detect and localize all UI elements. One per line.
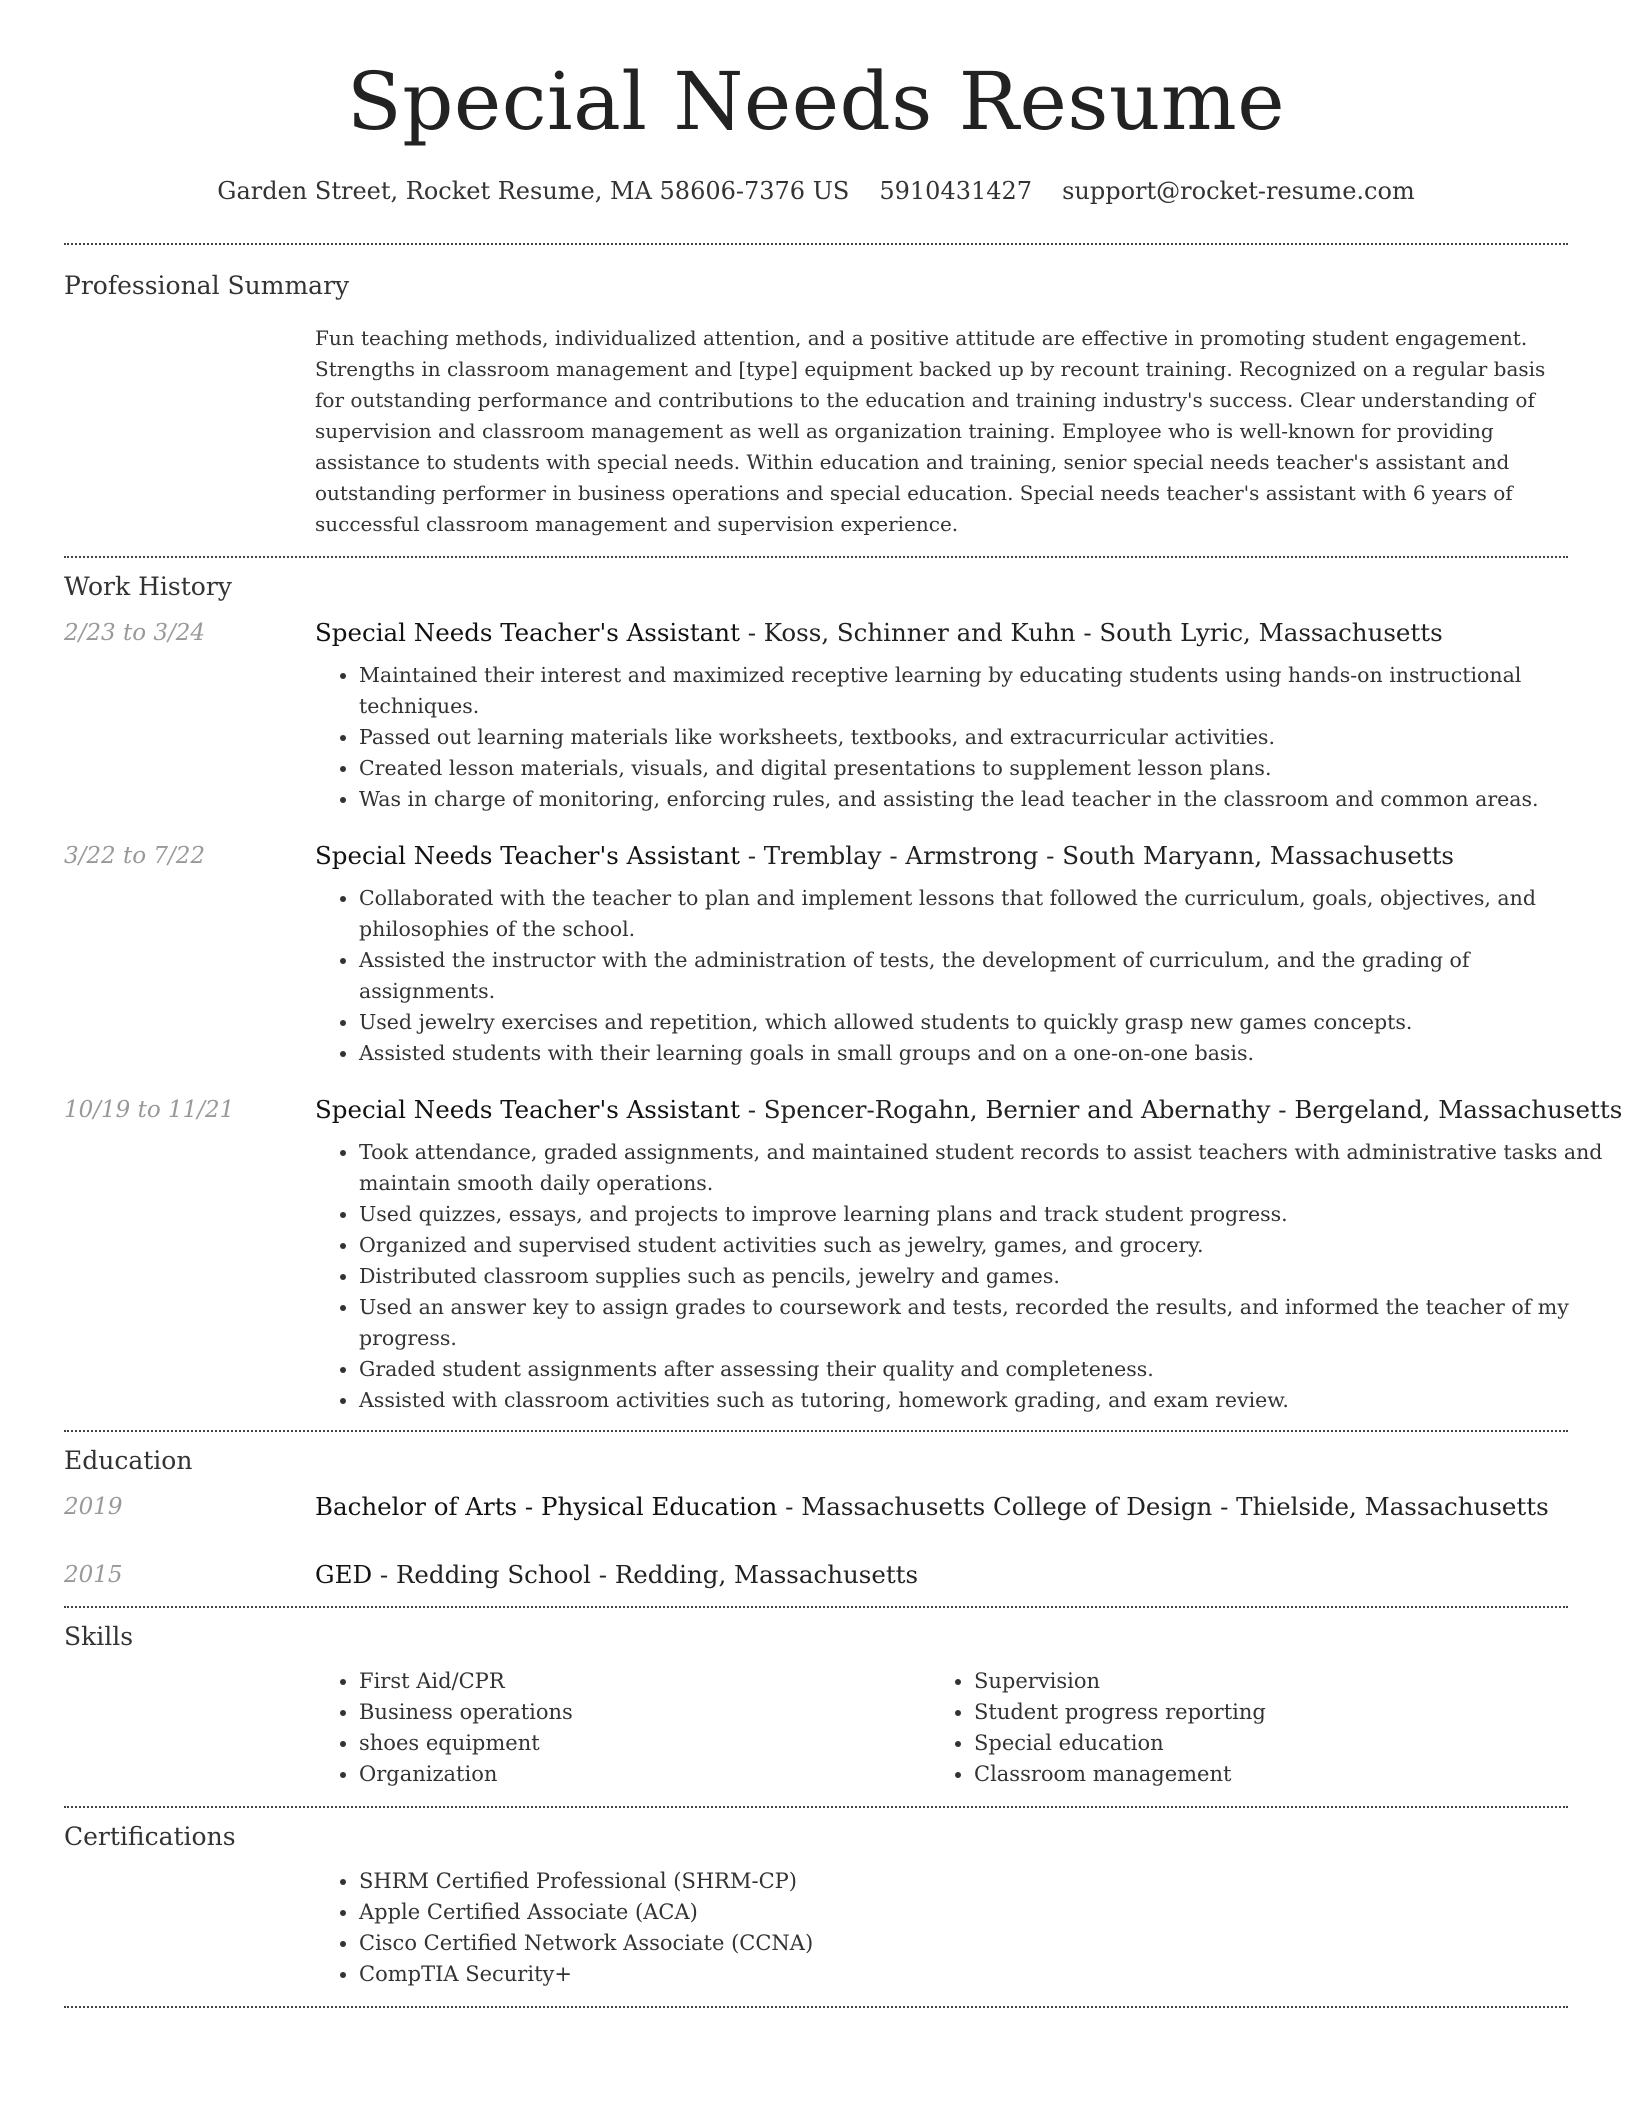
section-divider: [64, 2006, 1568, 2008]
job-title: [315, 839, 1568, 873]
resume-page: [64, 0, 1623, 2008]
education-title: [315, 1490, 1568, 1524]
job-duties-list: [315, 660, 1568, 815]
certification-item: • Cisco Certified Network Associate (CCNA): [359, 1928, 813, 1959]
skill-item: • Student progress reporting: [974, 1697, 1266, 1728]
certifications-heading: Certifications: [64, 1822, 236, 1851]
skill-item: • Supervision: [974, 1666, 1266, 1697]
job-entry: [64, 1093, 1623, 1416]
job-dates: 10/19 to 11/21: [64, 1097, 235, 1123]
job-role: Special Needs Teacher's Assistant: [315, 618, 740, 647]
job-duty: • Assisted with classroom activities such as tutoring, homework grading, and exam review.: [359, 1385, 1622, 1416]
education-degree: Bachelor of Arts - Physical Education: [315, 1492, 778, 1521]
job-duty: • Organized and supervised student activities such as jewelry, games, and grocery.: [359, 1230, 1622, 1261]
work-history-heading: Work History: [64, 572, 232, 601]
skills-heading: Skills: [64, 1622, 134, 1651]
contact-phone: 5910431427: [879, 177, 1033, 205]
job-duty: • Passed out learning materials like worksheets, textbooks, and extracurricular activities.: [359, 722, 1568, 753]
job-dates: 2/23 to 3/24: [64, 620, 206, 646]
job-duty: • Distributed classroom supplies such as pencils, jewelry and games.: [359, 1261, 1622, 1292]
education-school: - Redding School - Redding, Massachusetts: [372, 1560, 919, 1589]
skill-item: • First Aid/CPR: [359, 1666, 930, 1697]
job-dates: 3/22 to 7/22: [64, 843, 206, 869]
skills-list: [930, 1666, 1266, 1790]
job-duty: • Took attendance, graded assignments, and maintained student records to assist teachers with administrative tasks and maintain smooth daily operations.: [359, 1137, 1622, 1199]
education-heading: Education: [64, 1446, 193, 1475]
job-duty: • Used jewelry exercises and repetition, which allowed students to quickly grasp new games concepts.: [359, 1007, 1568, 1038]
job-title: [315, 1093, 1622, 1127]
contact-line: [64, 174, 1568, 208]
job-company: - Tremblay - Armstrong - South Maryann, Massachusetts: [739, 841, 1454, 870]
skill-item: • Organization: [359, 1759, 930, 1790]
job-title: [315, 616, 1568, 650]
certification-item: • Apple Certified Associate (ACA): [359, 1897, 813, 1928]
job-company: - Koss, Schinner and Kuhn - South Lyric, Massachusetts: [739, 618, 1443, 647]
certification-item: • SHRM Certified Professional (SHRM-CP): [359, 1866, 813, 1897]
job-duties-list: [315, 883, 1568, 1069]
job-duty: • Created lesson materials, visuals, and digital presentations to supplement lesson plans.: [359, 753, 1568, 784]
job-entry: [64, 839, 1568, 1069]
job-duty: • Was in charge of monitoring, enforcing rules, and assisting the lead teacher in the classroom and common areas.: [359, 784, 1568, 815]
education-year: 2019: [64, 1494, 123, 1520]
skill-item: • Classroom management: [974, 1759, 1266, 1790]
education-title: [315, 1558, 1568, 1592]
certification-item: • CompTIA Security+: [359, 1959, 813, 1990]
education-entry: [64, 1558, 1568, 1592]
job-role: Special Needs Teacher's Assistant: [315, 1095, 740, 1124]
job-role: Special Needs Teacher's Assistant: [315, 841, 740, 870]
job-duty: • Used quizzes, essays, and projects to improve learning plans and track student progress.: [359, 1199, 1622, 1230]
skill-item: • shoes equipment: [359, 1728, 930, 1759]
skills-list: [315, 1666, 930, 1790]
certifications-list: [315, 1866, 813, 1990]
job-entry: [64, 616, 1568, 815]
job-duty: • Collaborated with the teacher to plan and implement lessons that followed the curriculum, goals, objectives, and philosophies of the school.: [359, 883, 1568, 945]
job-duties-list: [315, 1137, 1622, 1416]
education-entry: [64, 1490, 1568, 1524]
summary-text: Fun teaching methods, individualized attention, and a positive attitude are effective in promoting student engagement. Strengths in classroom management and [type] equipment backed up by recount training. Recognized on a regular basis for outstanding performance and contributions to the education and training industry's success. Clear understanding of supervision and classroom management as well as organization training. Employee who is well-known for providing assistance to students with special needs. Within education and training, senior special needs teacher's assistant and outstanding performer in business operations and special education. Special needs teacher's assistant with 6 years of successful classroom management and supervision experience.: [315, 326, 1546, 536]
education-section: [64, 1432, 1568, 1592]
job-duty: • Assisted students with their learning goals in small groups and on a one-on-one basis.: [359, 1038, 1568, 1069]
education-school: - Massachusetts College of Design - Thielside, Massachusetts: [777, 1492, 1549, 1521]
certifications-section: [64, 1808, 1568, 1990]
job-duty: • Graded student assignments after assessing their quality and completeness.: [359, 1354, 1622, 1385]
job-duty: • Maintained their interest and maximized receptive learning by educating students using hands-on instructional techniques.: [359, 660, 1568, 722]
resume-name: Special Needs Resume: [346, 55, 1286, 148]
skills-section: [64, 1608, 1568, 1790]
education-year: 2015: [64, 1562, 123, 1588]
summary-heading: Professional Summary: [64, 271, 350, 300]
work-history-section: [64, 558, 1623, 1416]
skill-item: • Business operations: [359, 1697, 930, 1728]
summary-section: [64, 245, 1568, 540]
skills-columns: [315, 1666, 1568, 1790]
job-duty: • Used an answer key to assign grades to coursework and tests, recorded the results, and informed the teacher of my progress.: [359, 1292, 1622, 1354]
education-degree: GED: [315, 1560, 373, 1589]
job-duty: • Assisted the instructor with the administration of tests, the development of curriculum, and the grading of assignments.: [359, 945, 1568, 1007]
skill-item: • Special education: [974, 1728, 1266, 1759]
contact-email: support@rocket-resume.com: [1062, 177, 1415, 205]
job-company: - Spencer-Rogahn, Bernier and Abernathy - Bergeland, Massachusetts: [739, 1095, 1623, 1124]
contact-address: Garden Street, Rocket Resume, MA 58606-7376 US: [217, 177, 850, 205]
